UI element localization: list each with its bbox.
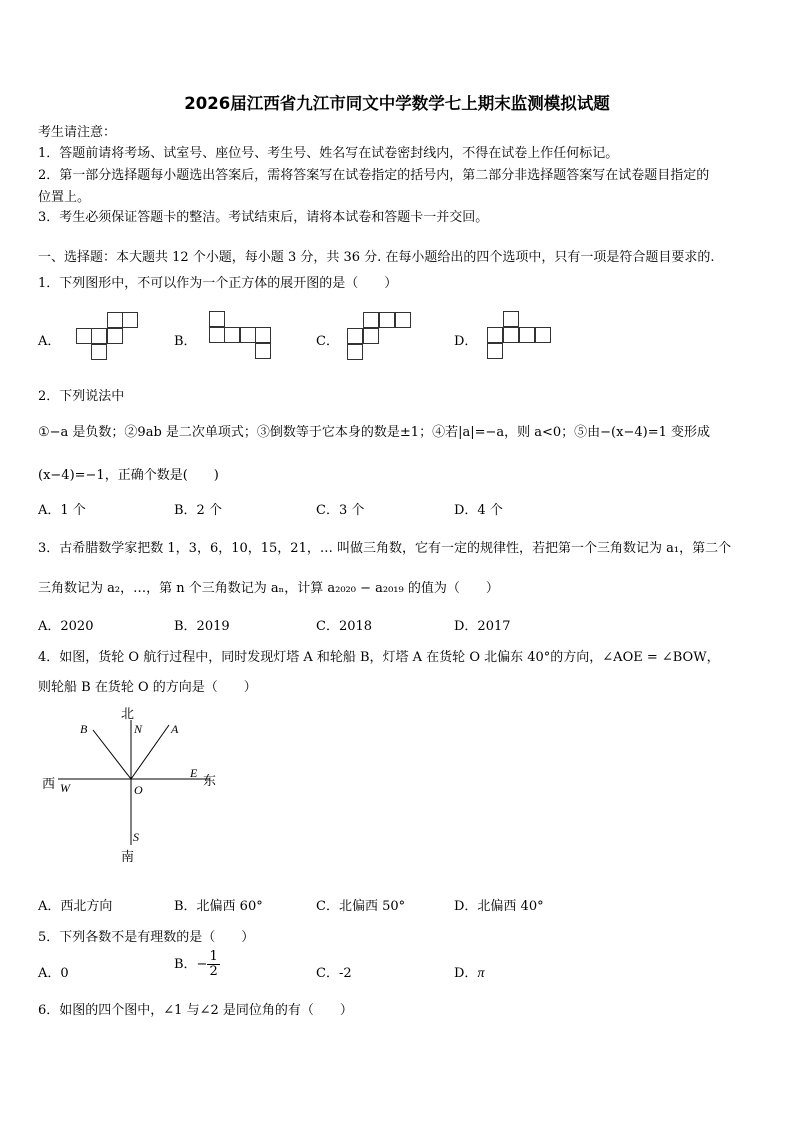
q1-option-b-label: B． [174, 334, 197, 349]
fraction-denominator: 2 [209, 964, 218, 979]
q1-option-c-label: C． [316, 334, 339, 349]
q4-compass-figure [38, 700, 238, 870]
q5-option-c: C．-2 [316, 966, 352, 981]
q4-option-b: B．北偏西 60° [174, 899, 263, 914]
q1-option-d-label: D． [454, 334, 478, 349]
q5-option-d-prefix: D． [454, 966, 478, 981]
notice-item-2: 2．第一部分选择题每小题选出答案后，需将答案写在试卷指定的括号内，第二部分非选择题答案写在试卷题目指定的 [38, 168, 710, 183]
q3-line-1: 3．古希腊数学家把数 1，3，6，10，15，21，… 叫做三角数，它有一定的规律性，若把第一个三角数记为 a₁，第二个 [38, 541, 732, 556]
label-e: E [190, 766, 198, 780]
q3-option-c: C．2018 [316, 619, 373, 634]
q2-stem: 2．下列说法中 [38, 389, 125, 404]
q3-option-d: D．2017 [454, 619, 511, 634]
q3-option-a: A．2020 [38, 619, 94, 634]
q2-option-c: C．3 个 [316, 503, 365, 518]
q5-option-d-value: π [477, 966, 485, 981]
label-s: S [133, 830, 139, 844]
notice-item-3: 3．考生必须保证答题卡的整洁。考试结束后，请将本试卷和答题卡一并交回。 [38, 210, 489, 225]
notice-heading: 考生请注意： [38, 125, 117, 140]
q4-option-d: D．北偏西 40° [454, 899, 544, 914]
q1-stem: 1．下列图形中，不可以作为一个正方体的展开图的是（ ） [38, 276, 398, 291]
q5-option-b-fraction [207, 950, 219, 979]
label-o: O [134, 783, 143, 797]
fraction-numerator: 1 [209, 949, 218, 964]
q2-option-a: A．1 个 [38, 503, 86, 518]
section-heading: 一、选择题：本大题共 12 个小题，每小题 3 分，共 36 分. 在每小题给出的四个选项中，只有一项是符合题目要求的. [38, 250, 715, 265]
q2-option-d: D．4 个 [454, 503, 503, 518]
page-title: 2026届江西省九江市同文中学数学七上期末监测模拟试题 [184, 94, 610, 113]
q2-statement-line-2: (x−4)=−1，正确个数是( ) [38, 468, 219, 483]
label-w: W [60, 781, 70, 795]
q5-option-a: A．0 [38, 966, 69, 981]
q4-option-a: A．西北方向 [38, 899, 113, 914]
label-b: B [80, 722, 88, 736]
q5-stem: 5．下列各数不是有理数的是（ ） [38, 930, 255, 945]
q5-option-b-prefix: B．− [174, 957, 208, 972]
label-south-cn: 南 [121, 850, 135, 865]
q4-line-1: 4．如图，货轮 O 航行过程中，同时发现灯塔 A 和轮船 B，灯塔 A 在货轮 O 北偏东 40°的方向，∠AOE = ∠BOW， [38, 650, 720, 665]
q6-stem: 6．如图的四个图中，∠1 与∠2 是同位角的有（ ） [38, 1003, 353, 1018]
label-a: A [171, 722, 179, 736]
label-east-cn: 东 [203, 774, 217, 789]
q5-option-b [174, 950, 220, 979]
label-west-cn: 西 [42, 777, 56, 792]
q1-option-a-label: A． [38, 334, 61, 349]
q4-option-c: C．北偏西 50° [316, 899, 406, 914]
notice-item-1: 1．答题前请将考场、试室号、座位号、考生号、姓名写在试卷密封线内，不得在试卷上作任何标记。 [38, 146, 619, 161]
label-n: N [134, 722, 143, 736]
q5-option-d [454, 962, 484, 982]
q3-line-2: 三角数记为 a₂，…，第 n 个三角数记为 aₙ，计算 a₂₀₂₀ − a₂₀₁₉ 的值为（ ） [38, 581, 499, 596]
q2-statement-line-1: ①−a 是负数；②9ab 是二次单项式；③倒数等于它本身的数是±1；④若|a|=−a，则 a<0；⑤由−(x−4)=1 变形成 [38, 425, 710, 440]
ray-ob [93, 730, 131, 779]
q2-option-b: B．2 个 [174, 503, 222, 518]
label-north-cn: 北 [121, 707, 135, 722]
q4-line-2: 则轮船 B 在货轮 O 的方向是（ ） [38, 680, 257, 695]
q3-option-b: B．2019 [174, 619, 230, 634]
notice-item-2-cont: 位置上。 [38, 190, 91, 205]
